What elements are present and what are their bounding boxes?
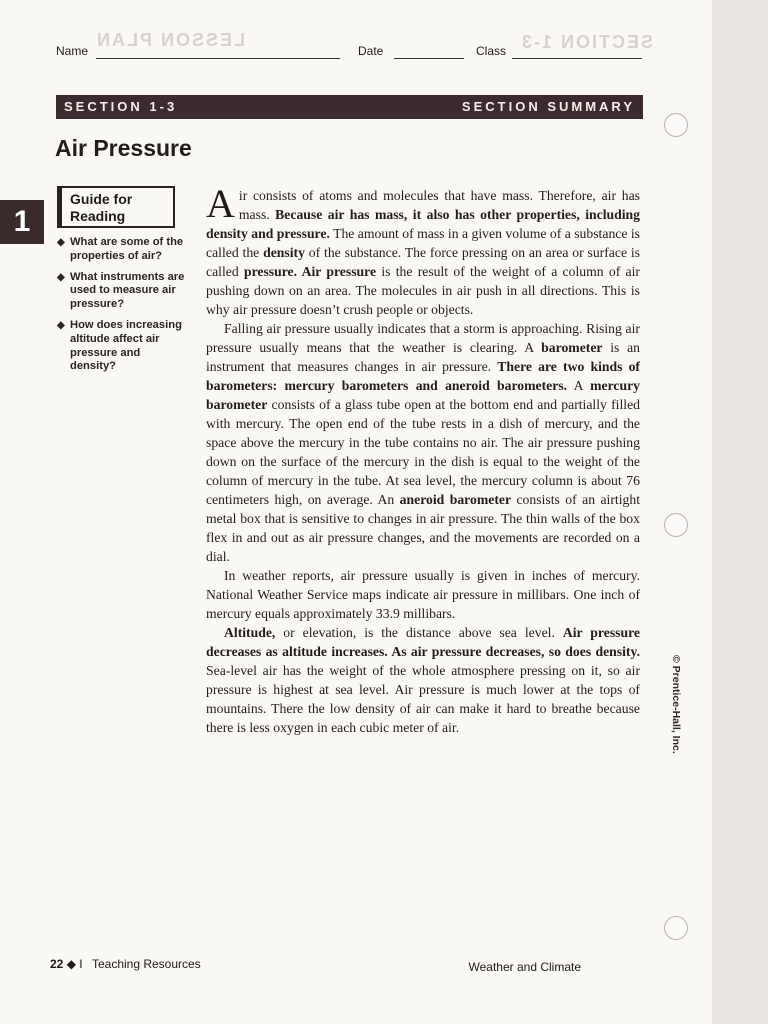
drop-cap: A (206, 181, 235, 226)
class-label: Class (476, 44, 507, 58)
guide-heading-line2: Reading (70, 208, 126, 224)
binder-hole-icon (664, 513, 688, 537)
binder-hole-icon (664, 916, 688, 940)
paragraph-4: Altitude, or elevation, is the distance above sea level. Air pressure decreases as altitude increases. As air pressure decreases, so does density. Sea-level air has the weight of the whole atmosphere pressing on it, so air pressure is highest at sea level. Air pressure is much lower at the tops of mountains. There the low density of air can make it hard to breathe because there is less oxygen in each cubic meter of air. (206, 625, 640, 735)
date-label: Date (358, 44, 384, 58)
diamond-bullet-icon: ◆ (57, 237, 65, 248)
footer-left (50, 957, 201, 971)
paragraph-3: In weather reports, air pressure usually is given in inches of mercury. National Weather Service maps indicate air pressure in millibars. One inch of mercury equals approximately 33.9 millibars. (206, 568, 640, 621)
diamond-bullet-icon: ◆ (57, 319, 65, 331)
bleed-through-heading-right: SECTION 1-3 (520, 32, 654, 52)
name-field[interactable] (96, 58, 340, 59)
section-bar (56, 95, 643, 119)
page-title: Air Pressure (55, 135, 192, 161)
chapter-tab: 1 (0, 200, 44, 244)
binder-hole-icon (664, 113, 688, 137)
guide-heading-line1: Guide for (70, 191, 133, 207)
section-summary-label: SECTION SUMMARY (461, 99, 635, 114)
teaching-resources-label: Teaching Resources (91, 957, 201, 971)
page-number: 22 (50, 957, 64, 971)
diamond-bullet-icon: ◆ (57, 271, 65, 283)
guide-question: ◆ How does increasing altitude affect air pressure and density? (57, 318, 182, 373)
copyright-notice: © Prentice-Hall, Inc. (670, 655, 682, 754)
diamond-bullet-icon: ◆ (66, 957, 76, 971)
guide-question: ◆ What instruments are used to measure air pressure? (57, 270, 185, 311)
guide-for-reading-heading (57, 186, 175, 228)
footer-separator: I (79, 957, 83, 971)
footer-right: Weather and Climate (468, 960, 581, 974)
page-edge (712, 0, 768, 1024)
name-date-class-row (56, 42, 646, 62)
name-label: Name (56, 44, 89, 58)
date-field[interactable] (394, 58, 464, 59)
guide-questions (57, 236, 185, 381)
guide-question: ◆ What are some of the properties of air? (57, 236, 184, 262)
summary-body (206, 181, 641, 737)
paragraph-2: Falling air pressure usually indicates that a storm is approaching. Rising air pressure usually means that the weather is clearing. A barometer is an instrument that measures changes in air pressure. There are two kinds of barometers: mercury barometers and aneroid barometers. A mercury barometer consists of a glass tube open at the bottom end and partially filled with mercury. The open end of the tube rests in a dish of mercury, and the space above the mercury in the tube contains no air. The air pressure pushing down on the surface of the mercury in the dish is equal to the weight of the column of mercury in the tube. At sea level, the mercury column is about 76 centimeters high, on average. An aneroid barometer consists of an airtight metal box that is sensitive to changes in air pressure. The thin walls of the box flex in and out as air pressure changes, and the movements are recorded on a dial. (206, 321, 641, 564)
section-number: SECTION 1-3 (64, 99, 178, 114)
class-field[interactable] (512, 58, 642, 59)
paragraph-1: Air consists of atoms and molecules that have mass. Therefore, air has mass. Because air has mass, it also has other properties, including density and pressure. The amount of mass in a given volume of a substance is called the density of the substance. The force pressing on an area or surface is called pressure. Air pressure is the result of the weight of a column of air pushing down on an area. The molecules in air push in all directions. This is why air pressure doesn’t crush people or objects. (206, 181, 641, 317)
bleed-through-heading-left: LESSON PLAN (95, 30, 246, 50)
